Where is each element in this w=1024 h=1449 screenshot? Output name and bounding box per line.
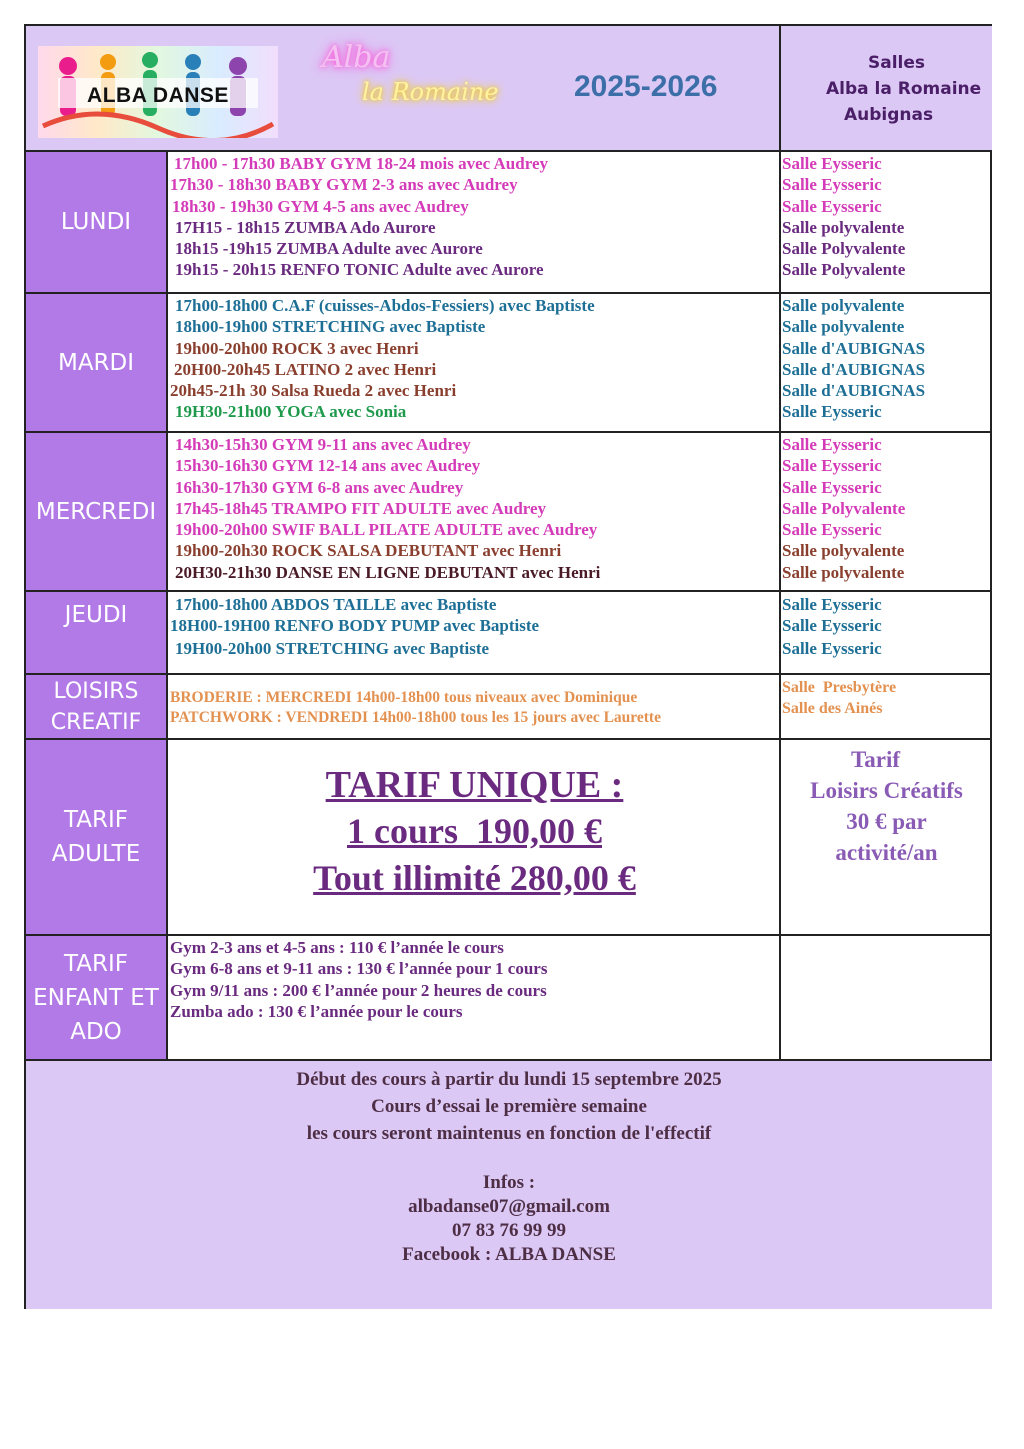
room-line: Salle Eysseric (782, 402, 882, 422)
header-divider (779, 26, 781, 152)
tarif-adulte-label: TARIF ADULTE (26, 740, 168, 934)
column-divider (779, 936, 781, 1059)
course-line: 18h15 -19h15 ZUMBA Adulte avec Aurore (175, 239, 483, 259)
loisirs-label: LOISIRS CREATIF (26, 675, 168, 738)
tarif-loisirs-line: Loisirs Créatifs (810, 778, 963, 803)
day-label-lundi: LUNDI (26, 152, 168, 292)
day-label-mardi: MARDI (26, 294, 168, 431)
row-divider (26, 673, 992, 675)
room-line: Salle Presbytère (782, 679, 897, 696)
column-divider (779, 592, 781, 673)
course-line: 16h30-17h30 GYM 6-8 ans avec Audrey (175, 477, 464, 497)
column-divider (779, 675, 781, 738)
infos-label: Infos : (482, 1172, 536, 1193)
course-line: 19H30-21h00 YOGA avec Sonia (175, 402, 407, 422)
tarif-enfant-line: Gym 6-8 ans et 9-11 ans : 130 € l’année pour 1 cours (170, 959, 548, 979)
tarif-enfant-label: TARIF ENFANT ET ADO (26, 936, 168, 1059)
tarif-enfant-line: Zumba ado : 130 € l’année pour le cours (170, 1001, 463, 1021)
room-line: Salle Eysseric (782, 595, 882, 614)
phone-number: 07 83 76 99 99 (452, 1220, 566, 1241)
room-line: Salle Eysseric (782, 456, 882, 476)
room-line: Salle polyvalente (782, 317, 905, 337)
tarif-loisirs-line: 30 € par (846, 809, 927, 834)
tarif-unique-block (170, 762, 779, 902)
tarif-loisirs-line: Tarif (851, 747, 900, 772)
column-divider (779, 294, 781, 431)
course-line: 14h30-15h30 GYM 9-11 ans avec Audrey (175, 435, 471, 454)
mercredi-rooms (782, 434, 905, 583)
mardi-courses (170, 295, 595, 423)
course-line: 17h00-18h00 ABDOS TAILLE avec Baptiste (175, 595, 497, 614)
room-line: Salle d'AUBIGNAS (782, 359, 926, 379)
footer-info (26, 1066, 992, 1147)
room-line: Salle polyvalente (782, 562, 905, 582)
email-link[interactable]: albadanse07@gmail.com (408, 1196, 610, 1217)
room-line: Salle Eysseric (782, 520, 882, 540)
room-line: Salle polyvalente (782, 541, 905, 561)
course-line: 18H00-19H00 RENFO BODY PUMP avec Baptiste (170, 616, 540, 636)
loisirs-courses (170, 688, 661, 728)
course-line: 17h00-18h00 C.A.F (cuisses-Abdos-Fessiers) avec Baptiste (175, 296, 595, 315)
course-line: PATCHWORK : VENDREDI 14h00-18h00 tous les 15 jours avec Laurette (170, 709, 661, 726)
room-line: Salle Eysseric (782, 477, 882, 497)
row-divider (26, 292, 992, 294)
room-line: Salle Eysseric (782, 154, 882, 173)
schedule-frame (24, 24, 992, 1309)
day-label-mercredi: MERCREDI (26, 433, 168, 590)
course-line: 19h00-20h30 ROCK SALSA DEBUTANT avec Henri (175, 541, 562, 561)
neon-title-line2: la Romaine (362, 78, 499, 106)
room-line: Salle Eysseric (782, 435, 882, 454)
row-divider (26, 431, 992, 433)
row-divider (26, 738, 992, 740)
lundi-rooms (782, 153, 905, 281)
mercredi-courses (170, 434, 600, 583)
mardi-rooms (782, 295, 925, 423)
contact-block (26, 1171, 992, 1267)
start-date-line: Début des cours à partir du lundi 15 septembre 2025 (296, 1069, 722, 1090)
room-line: Salle polyvalente (782, 217, 905, 237)
salles-alba: Alba la Romaine (826, 79, 982, 99)
lundi-courses (170, 153, 548, 281)
course-line: 15h30-16h30 GYM 12-14 ans avec Audrey (175, 456, 481, 476)
column-divider (779, 433, 781, 590)
tarif-enfant-line: Gym 9/11 ans : 200 € l’année pour 2 heures de cours (170, 980, 547, 1000)
tarif-unique-title: TARIF UNIQUE : (325, 764, 624, 806)
room-line: Salle des Ainés (782, 700, 883, 717)
tarif-enfant-line: Gym 2-3 ans et 4-5 ans : 110 € l’année le cours (170, 938, 504, 957)
room-line: Salle Polyvalente (782, 239, 906, 259)
logo-text: ALBA DANSE (87, 84, 229, 107)
course-line: 18h30 - 19h30 GYM 4-5 ans avec Audrey (172, 196, 469, 216)
salles-header (816, 50, 986, 128)
loisirs-rooms (782, 677, 896, 719)
column-divider (779, 152, 781, 292)
course-line: 19H00-20h00 STRETCHING avec Baptiste (175, 638, 490, 658)
room-line: Salle Eysseric (782, 638, 882, 658)
alba-danse-logo (38, 46, 278, 138)
room-line: Salle Polyvalente (782, 260, 906, 280)
course-line: 17h30 - 18h30 BABY GYM 2-3 ans avec Audrey (170, 175, 518, 195)
tarif-enfant-lines (170, 937, 547, 1022)
tarif-loisirs-block (781, 744, 992, 868)
neon-title-line1: Alba (322, 40, 391, 75)
tarif-unlimited: Tout illimité 280,00 € (313, 858, 636, 898)
course-line: 17h00 - 17h30 BABY GYM 18-24 mois avec Audrey (174, 154, 548, 173)
facebook-link[interactable]: Facebook : ALBA DANSE (402, 1244, 616, 1265)
course-line: 17H15 - 18h15 ZUMBA Ado Aurore (175, 217, 436, 237)
course-line: 20H00-20h45 LATINO 2 avec Henri (174, 359, 437, 379)
room-line: Salle polyvalente (782, 296, 905, 315)
room-line: Salle Eysseric (782, 616, 882, 636)
course-line: 20h45-21h 30 Salsa Rueda 2 avec Henri (170, 381, 457, 401)
room-line: Salle d'AUBIGNAS (782, 338, 926, 358)
season-label: 2025-2026 (574, 70, 718, 103)
jeudi-rooms (782, 594, 882, 659)
course-line: 19h00-20h00 SWIF BALL PILATE ADULTE avec Audrey (175, 520, 598, 540)
room-line: Salle d'AUBIGNAS (782, 381, 926, 401)
course-line: 17h45-18h45 TRAMPO FIT ADULTE avec Audrey (175, 498, 547, 518)
row-divider (26, 934, 992, 936)
row-divider (26, 590, 992, 592)
salles-aubignas: Aubignas (844, 105, 934, 125)
room-line: Salle Eysseric (782, 196, 882, 216)
course-line: 18h00-19h00 STRETCHING avec Baptiste (175, 317, 486, 337)
course-line: 19h00-20h00 ROCK 3 avec Henri (175, 338, 419, 358)
course-line: 19h15 - 20h15 RENFO TONIC Adulte avec Aurore (175, 260, 544, 280)
effectif-line: les cours seront maintenus en fonction de l'effectif (306, 1123, 712, 1144)
tarif-one-course: 1 cours 190,00 € (347, 811, 602, 851)
salles-title: Salles (868, 53, 926, 73)
room-line: Salle Polyvalente (782, 498, 906, 518)
room-line: Salle Eysseric (782, 175, 882, 195)
day-label-jeudi: JEUDI (26, 592, 168, 673)
course-line: BRODERIE : MERCREDI 14h00-18h00 tous niveaux avec Dominique (170, 689, 638, 706)
course-line: 20H30-21h30 DANSE EN LIGNE DEBUTANT avec Henri (175, 562, 601, 582)
tarif-loisirs-line: activité/an (835, 840, 938, 865)
jeudi-courses (170, 594, 539, 659)
trial-line: Cours d’essai le première semaine (371, 1096, 647, 1117)
